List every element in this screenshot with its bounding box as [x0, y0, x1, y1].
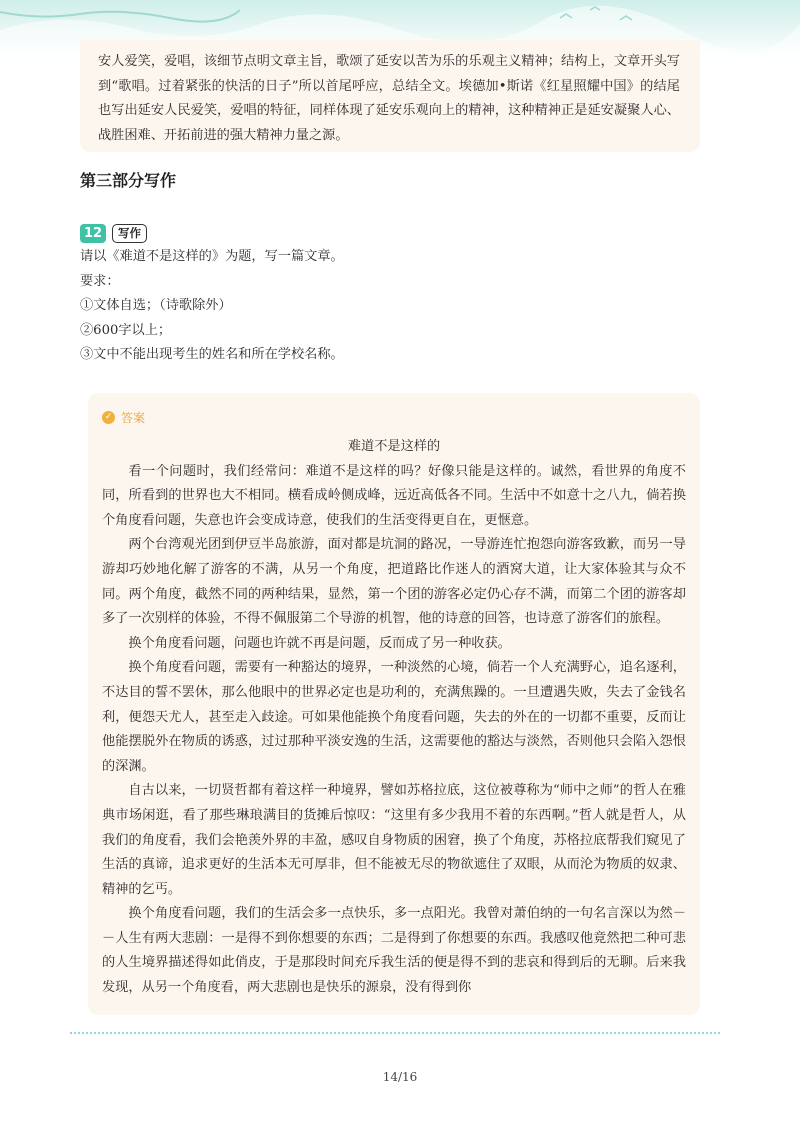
answer-box	[88, 393, 700, 1015]
question-header	[80, 223, 147, 243]
answer-header	[102, 407, 686, 427]
essay-paragraph: 自古以来，一切贤哲都有着这样一种境界，譬如苏格拉底，这位被尊称为“师中之师”的哲人在雅典市场闲逛，看了那些琳琅满目的货摊后惊叹：“这里有多少我用不着的东西啊。”哲人就是哲人，从我们的角度看，我们会艳羡外界的丰盈，感叹自身物质的困窘，换了个角度，苏格拉底帮我们窥见了生活的真谛，追求更好的生活本无可厚非，但不能被无尽的物欲遮住了双眼，从而沦为物质的奴隶、精神的乞丐。	[102, 783, 686, 897]
page-number: 14/16	[382, 1070, 418, 1084]
answer-label: 答案	[121, 410, 146, 425]
requirement-item: ①文体自选；（诗歌除外）	[80, 298, 232, 314]
section-title: 第三部分写作	[80, 171, 177, 190]
essay-paragraph: 看一个问题时，我们经常问：难道不是这样的吗？好像只能是这样的。诚然，看世界的角度不同，所看到的世界也大不相同。横看成岭侧成峰，远近高低各不同。生活中不如意十之八九，倘若换个角度看问题，失意也许会变成诗意，使我们的生活变得更自在，更惬意。	[102, 463, 686, 528]
requirement-item: ②600字以上；	[80, 322, 172, 338]
essay-paragraph: 换个角度看问题，需要有一种豁达的境界，一种淡然的心境，倘若一个人充满野心，追名逐利，不达目的誓不罢休，那么他眼中的世界必定也是功利的，充满焦躁的。一旦遭遇失败，失去了金钱名利，便怨天尤人，甚至走入歧途。可如果他能换个角度看问题，失去的外在的一切都不重要，反而让他能摆脱外在物质的诱惑，过过那种平淡安逸的生活，这需要他的豁达与淡然，否则他只会陷入怨恨的深渊。	[102, 660, 686, 774]
requirements-label: 要求：	[80, 273, 120, 289]
essay-paragraph: 换个角度看问题，问题也许就不再是问题，反而成了另一种收获。	[128, 635, 511, 651]
requirement-item: ③文中不能出现考生的姓名和所在学校名称。	[80, 347, 344, 363]
previous-answer-box	[80, 40, 700, 152]
question-body	[80, 245, 720, 368]
question-number-badge: 12	[80, 224, 106, 243]
question-type-tag: 写作	[112, 224, 147, 243]
check-icon: ✓	[102, 411, 115, 424]
question-prompt: 请以《难道不是这样的》为题，写一篇文章。	[80, 249, 344, 264]
essay-body	[102, 460, 686, 1001]
previous-answer-text: 安人爱笑，爱唱，该细节点明文章主旨，歌颂了延安以苦为乐的乐观主义精神；结构上，文章开头写到“歌唱。过着紧张的快活的日子”所以首尾呼应，总结全文。埃德加•斯诺《红星照耀中国》的结尾也写出延安人民爱笑，爱唱的特征，同样体现了延安乐观向上的精神，这种精神正是延安凝聚人心、战胜困难、开拓前进的强大精神力量之源。	[98, 54, 680, 143]
essay-paragraph: 两个台湾观光团到伊豆半岛旅游，面对都是坑洞的路况，一导游连忙抱怨向游客致歉，而另一导游却巧妙地化解了游客的不满，从另一个角度，把道路比作迷人的酒窝大道，让大家体验其与众不同。两个角度，截然不同的两种结果，显然，第一个团的游客必定仍心存不满，而第二个团的游客却多了一次别样的体验，不得不佩服第二个导游的机智，他的诗意的回答，也诗意了游客们的旅程。	[102, 537, 686, 627]
essay-paragraph: 换个角度看问题，我们的生活会多一点快乐，多一点阳光。我曾对萧伯纳的一句名言深以为然－－人生有两大悲剧：一是得不到你想要的东西；二是得到了你想要的东西。我感叹他竟然把二种可悲的人生境界描述得如此俏皮，于是那段时间充斥我生活的便是得不到的悲哀和得到后的无聊。后来我发现，从另一个角度看，两大悲剧也是快乐的源泉，没有得到你	[102, 906, 686, 996]
essay-title: 难道不是这样的	[347, 439, 441, 454]
footer-divider	[70, 1032, 720, 1034]
